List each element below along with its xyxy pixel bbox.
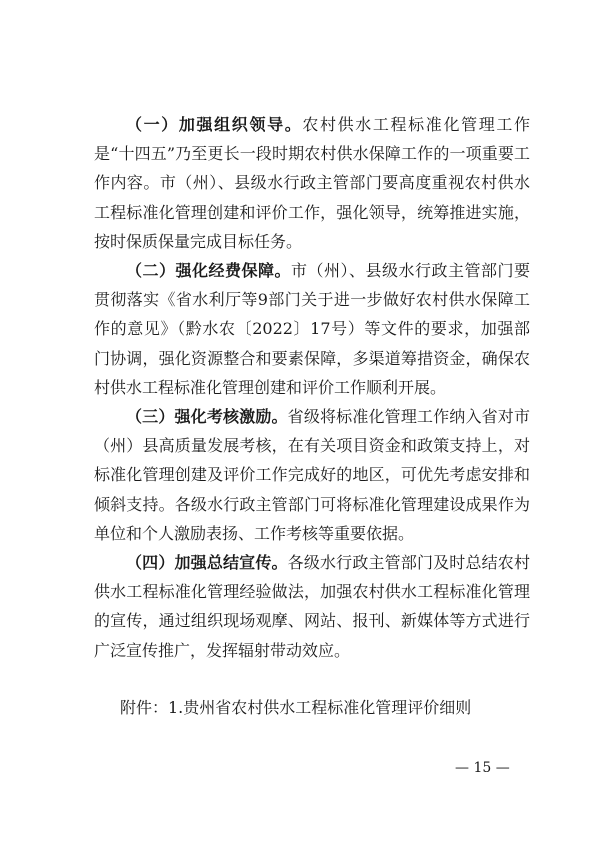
section-paragraph-3 xyxy=(94,402,530,548)
section-heading-2: （二）强化经费保障。 xyxy=(126,261,291,281)
section-paragraph-1 xyxy=(94,110,530,256)
page-number: — 15 — xyxy=(455,760,510,776)
body-text xyxy=(94,110,530,665)
section-paragraph-2 xyxy=(94,256,530,402)
section-heading-4: （四）加强总结宣传。 xyxy=(126,553,288,573)
section-text-3: 省级将标准化管理工作纳入省对市（州）县高质量发展考核，在有关项目资金和政策支持上，对标准化管理创建及评价工作完成好的地区，可优先考虑安排和倾斜支持。各级水行政主管部门可将标准化管理建设成果作为单位和个人激励表扬、工作考核等重要依据。 xyxy=(94,407,530,543)
section-text-2: 市（州）、县级水行政主管部门要贯彻落实《省水利厅等9部门关于进一步做好农村供水保障工作的意见》（黔水农〔2022〕17号）等文件的要求，加强部门协调，强化资源整合和要素保障，多渠道筹措资金，确保农村供水工程标准化管理创建和评价工作顺利开展。 xyxy=(94,261,530,397)
section-heading-3: （三）强化考核激励。 xyxy=(126,407,288,427)
section-text-4: 各级水行政主管部门及时总结农村供水工程标准化管理经验做法，加强农村供水工程标准化管理的宣传，通过组织现场观摩、网站、报刊、新媒体等方式进行广泛宣传推广，发挥辐射带动效应。 xyxy=(94,553,530,660)
section-paragraph-4 xyxy=(94,548,530,665)
attachment-line: 附件：1.贵州省农村供水工程标准化管理评价细则 xyxy=(120,698,472,717)
section-heading-1: （一）加强组织领导。 xyxy=(126,115,303,134)
section-text-1: 农村供水工程标准化管理工作是“十四五”乃至更长一段时期农村供水保障工作的一项重要工作内容。市（州）、县级水行政主管部门要高度重视农村供水工程标准化管理创建和评价工作，强化领导，统筹推进实施，按时保质保量完成目标任务。 xyxy=(94,115,530,251)
